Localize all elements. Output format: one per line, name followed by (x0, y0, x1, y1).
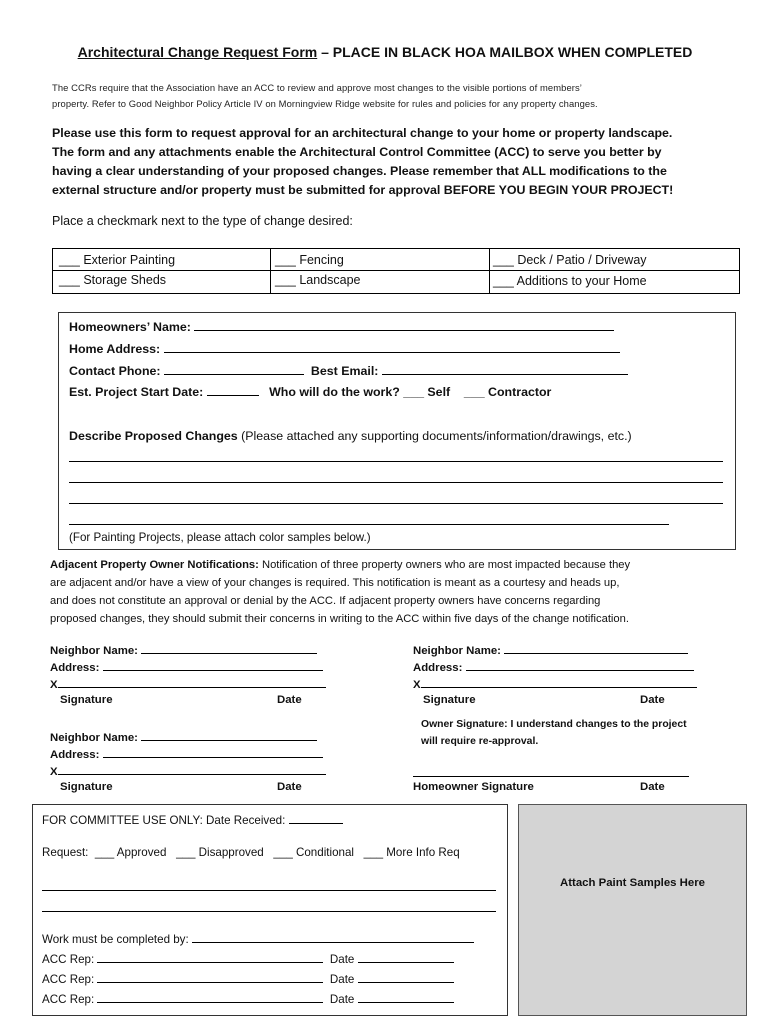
acc-rep-1-date-field[interactable] (358, 952, 454, 963)
page-title (0, 44, 770, 60)
neighbor3-name-label: Neighbor Name: (50, 732, 138, 744)
conditional-option[interactable]: ___ Conditional (273, 846, 354, 859)
paint-samples-area (518, 804, 747, 1016)
paint-samples-label: Attach Paint Samples Here (560, 877, 705, 889)
adjacent-line-4: proposed changes, they should submit their concerns in writing to the ACC within five days of the change notification. (50, 613, 629, 625)
date-received-field[interactable] (289, 813, 343, 824)
home-address-label: Home Address: (69, 342, 161, 356)
describe-line-2[interactable] (69, 482, 723, 483)
acc-rep-2-label: ACC Rep: (42, 973, 95, 986)
neighbor3-x-mark: X (50, 766, 58, 778)
title-underlined: Architectural Change Request Form (77, 44, 318, 60)
acc-rep-1-date-label: Date (329, 953, 355, 966)
adjacent-line-3: and does not constitute an approval or denial by the ACC. If adjacent property owners have concerns regarding (50, 595, 601, 607)
date-received-label: FOR COMMITTEE USE ONLY: Date Received: (42, 814, 286, 827)
best-email-field[interactable] (382, 364, 628, 375)
neighbor1-date-label: Date (277, 694, 302, 706)
option-exterior-painting[interactable]: ___ Exterior Painting (59, 253, 176, 267)
owner-statement-line-1: Owner Signature: I understand changes to the project (421, 719, 687, 730)
homeowner-date-label: Date (640, 781, 665, 793)
committee-notes-line-2[interactable] (42, 911, 496, 912)
request-label: Request: (42, 846, 89, 859)
neighbor2-signature-label: Signature (423, 694, 476, 706)
intro-line-2: property. Refer to Good Neighbor Policy Article IV on Morningview Ridge website for rules and policies for any property changes. (52, 98, 598, 109)
option-storage-sheds[interactable]: ___ Storage Sheds (59, 273, 167, 287)
homeowner-signature-label: Homeowner Signature (413, 781, 534, 793)
instructions-line-3: having a clear understanding of your proposed changes. Please remember that ALL modifications to the (52, 164, 667, 178)
completed-by-field[interactable] (192, 932, 474, 943)
more-info-option[interactable]: ___ More Info Req (363, 846, 460, 859)
disapproved-option[interactable]: ___ Disapproved (176, 846, 264, 859)
instructions-line-2: The form and any attachments enable the Architectural Control Committee (ACC) to serve you better by (52, 145, 662, 159)
title-rest: – PLACE IN BLACK HOA MAILBOX WHEN COMPLETED (317, 44, 693, 60)
self-option[interactable]: ___ Self (403, 385, 451, 399)
describe-hint: (Please attached any supporting documents/information/drawings, etc.) (237, 429, 632, 443)
option-landscape[interactable]: ___ Landscape (275, 273, 361, 287)
acc-rep-1-label: ACC Rep: (42, 953, 95, 966)
intro-line-1: The CCRs require that the Association have an ACC to review and approve most changes to the visible portions of members’ (52, 82, 582, 93)
committee-notes-line-1[interactable] (42, 890, 496, 891)
painting-note: (For Painting Projects, please attach color samples below.) (69, 531, 371, 544)
who-work-label: Who will do the work? (269, 385, 400, 399)
contact-phone-label: Contact Phone: (69, 364, 161, 378)
neighbor3-date-label: Date (277, 781, 302, 793)
instructions-line-4: external structure and/or property must be submitted for approval BEFORE YOU BEGIN YOUR PROJECT! (52, 183, 674, 197)
neighbor1-x-mark: X (50, 679, 58, 691)
neighbor3-signature-label: Signature (60, 781, 113, 793)
change-type-table (52, 248, 740, 294)
checklist-prompt: Place a checkmark next to the type of change desired: (52, 214, 353, 228)
neighbor1-signature-field[interactable] (58, 677, 326, 688)
neighbor1-signature-label: Signature (60, 694, 113, 706)
homeowner-info-box (58, 312, 736, 550)
neighbor2-x-mark: X (413, 679, 421, 691)
acc-rep-3-date-field[interactable] (358, 992, 454, 1003)
adjacent-line-2: are adjacent and/or have a view of your changes is required. This notification is meant as a courtesy and heads up, (50, 577, 620, 589)
neighbor3-signature-field[interactable] (58, 764, 326, 775)
option-fencing[interactable]: ___ Fencing (275, 253, 344, 267)
describe-label: Describe Proposed Changes (69, 429, 238, 443)
contact-phone-field[interactable] (164, 364, 304, 375)
option-additions[interactable]: ___ Additions to your Home (493, 274, 647, 288)
homeowner-name-label: Homeowners’ Name: (69, 320, 191, 334)
start-date-field[interactable] (207, 385, 259, 396)
acc-rep-2-date-label: Date (329, 973, 355, 986)
homeowner-name-field[interactable] (194, 320, 614, 331)
homeowner-signature-field[interactable] (413, 776, 689, 777)
neighbor1-name-label: Neighbor Name: (50, 645, 138, 657)
acc-rep-3-field[interactable] (97, 992, 323, 1003)
describe-line-1[interactable] (69, 461, 723, 462)
adjacent-line-1: Notification of three property owners who are most impacted because they (258, 559, 631, 571)
neighbor1-address-label: Address: (50, 662, 100, 674)
completed-by-label: Work must be completed by: (42, 933, 189, 946)
neighbor1-address-field[interactable] (103, 660, 323, 671)
start-date-label: Est. Project Start Date: (69, 385, 204, 399)
instructions-line-1: Please use this form to request approval for an architectural change to your home or property landscape. (52, 126, 673, 140)
home-address-field[interactable] (164, 342, 620, 353)
acc-rep-3-label: ACC Rep: (42, 993, 95, 1006)
acc-rep-1-field[interactable] (97, 952, 323, 963)
acc-rep-3-date-label: Date (329, 993, 355, 1006)
neighbor1-name-field[interactable] (141, 643, 317, 654)
neighbor2-name-label: Neighbor Name: (413, 645, 501, 657)
committee-use-box (32, 804, 508, 1016)
best-email-label: Best Email: (310, 364, 379, 378)
neighbor2-address-label: Address: (413, 662, 463, 674)
neighbor2-address-field[interactable] (466, 660, 694, 671)
describe-line-3[interactable] (69, 503, 723, 504)
option-deck-patio-driveway[interactable]: ___ Deck / Patio / Driveway (493, 253, 647, 267)
neighbor3-address-field[interactable] (103, 747, 323, 758)
owner-statement-line-2: will require re-approval. (421, 736, 539, 747)
neighbor3-name-field[interactable] (141, 730, 317, 741)
acc-rep-2-field[interactable] (97, 972, 323, 983)
neighbor2-signature-field[interactable] (421, 677, 697, 688)
describe-line-4[interactable] (69, 524, 669, 525)
approved-option[interactable]: ___ Approved (94, 846, 167, 859)
acc-rep-2-date-field[interactable] (358, 972, 454, 983)
neighbor2-name-field[interactable] (504, 643, 688, 654)
contractor-option[interactable]: ___ Contractor (463, 385, 552, 399)
adjacent-heading: Adjacent Property Owner Notifications: (50, 559, 259, 571)
neighbor3-address-label: Address: (50, 749, 100, 761)
neighbor2-date-label: Date (640, 694, 665, 706)
